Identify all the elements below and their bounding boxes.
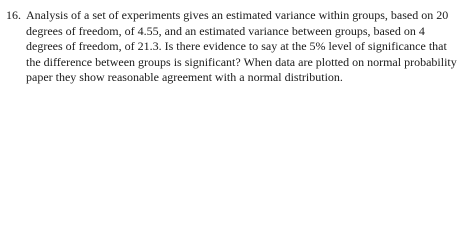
problem-16 bbox=[6, 8, 459, 86]
problem-number: 16. bbox=[6, 8, 21, 22]
problem-text: Analysis of a set of experiments gives an estimated variance within groups, based on 20 degrees of freedom, of 4.55, and an estimated variance between groups, based on 4 degrees of freedom, of 21.3. Is there evidence to say at the 5% level of significance that the difference between groups is significant? When data are plotted on normal probability paper they show reasonable agreement with a normal distribution. bbox=[26, 8, 457, 85]
